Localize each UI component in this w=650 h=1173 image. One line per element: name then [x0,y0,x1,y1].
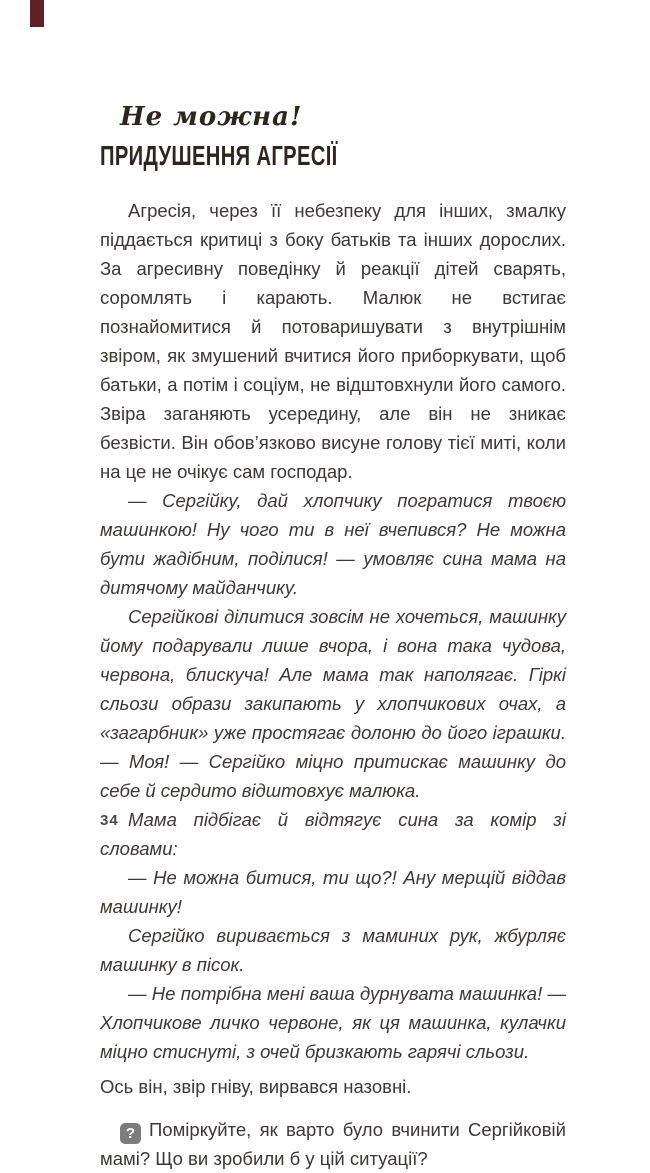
paragraph-dialogue-2: — Не можна битися, ти що?! Ану мерщій віддав машинку! [100,867,566,917]
paragraph-story-1: Сергійкові ділитися зовсім не хочеться, машинку йому подарували лише вчора, і вона така чудова, червона, блискуча! Але мама так наполягає. Гіркі сльози образи закипають у хлопчикових очах, а «загарбник» уже простягає долоню до його іграшки. — Моя! — Сергійко міцно притискає машинку до себе й сердито відштовхує малюка. [100,606,566,801]
text-column [100,0,566,1173]
paragraph-story-2: Мама підбігає й відтягує сина за комір зі словами: [100,809,566,859]
section-kicker: Не можна! [120,102,303,132]
question-text: Поміркуйте, як варто було вчинити Сергійковій мамі? Що ви зробили б у цій ситуації? [100,1119,566,1169]
chapter-title: ПРИДУШЕННЯ АГРЕСІЇ [100,140,338,171]
reflection-question [100,1115,566,1173]
paragraph-dialogue-1: — Сергійку, дай хлопчику погратися твоєю машинкою! Ну чого ти в неї вчепився? Не можна бути жадібним, поділися! — умовляє сина мама на дитячому майданчику. [100,490,566,598]
paragraph-intro: Агресія, через її небезпеку для інших, змалку піддається критиці з боку батьків та інших дорослих. За агресивну поведінку й реакції дітей сварять, соромлять і карають. Малюк не встигає познайомитися й потоваришувати з внутрішнім звіром, як змушений вчитися його приборкувати, щоб батьки, а потім і соціум, не відштовхнули його самого. Звіра заганяють усередину, але він не зникає безвісти. Він обов’язково висуне голову тієї миті, коли на це не очікує сам господар. [100,200,566,482]
paragraph-story-3: Сергійко виривається з маминих рук, жбурляє машинку в пісок. [100,925,566,975]
chapter-color-tab [30,0,44,27]
closing-line: Ось він, звір гніву, вирвався назовні. [100,1076,412,1097]
paragraph-dialogue-3: — Не потрібна мені ваша дурнувата машинка! — Хлопчикове личко червоне, як ця машинка, кулачки міцно стиснуті, з очей бризкають гарячі сльози. [100,983,566,1062]
page-number: 34 [100,812,119,829]
body-text [100,196,566,1173]
question-icon: ? [120,1123,141,1144]
